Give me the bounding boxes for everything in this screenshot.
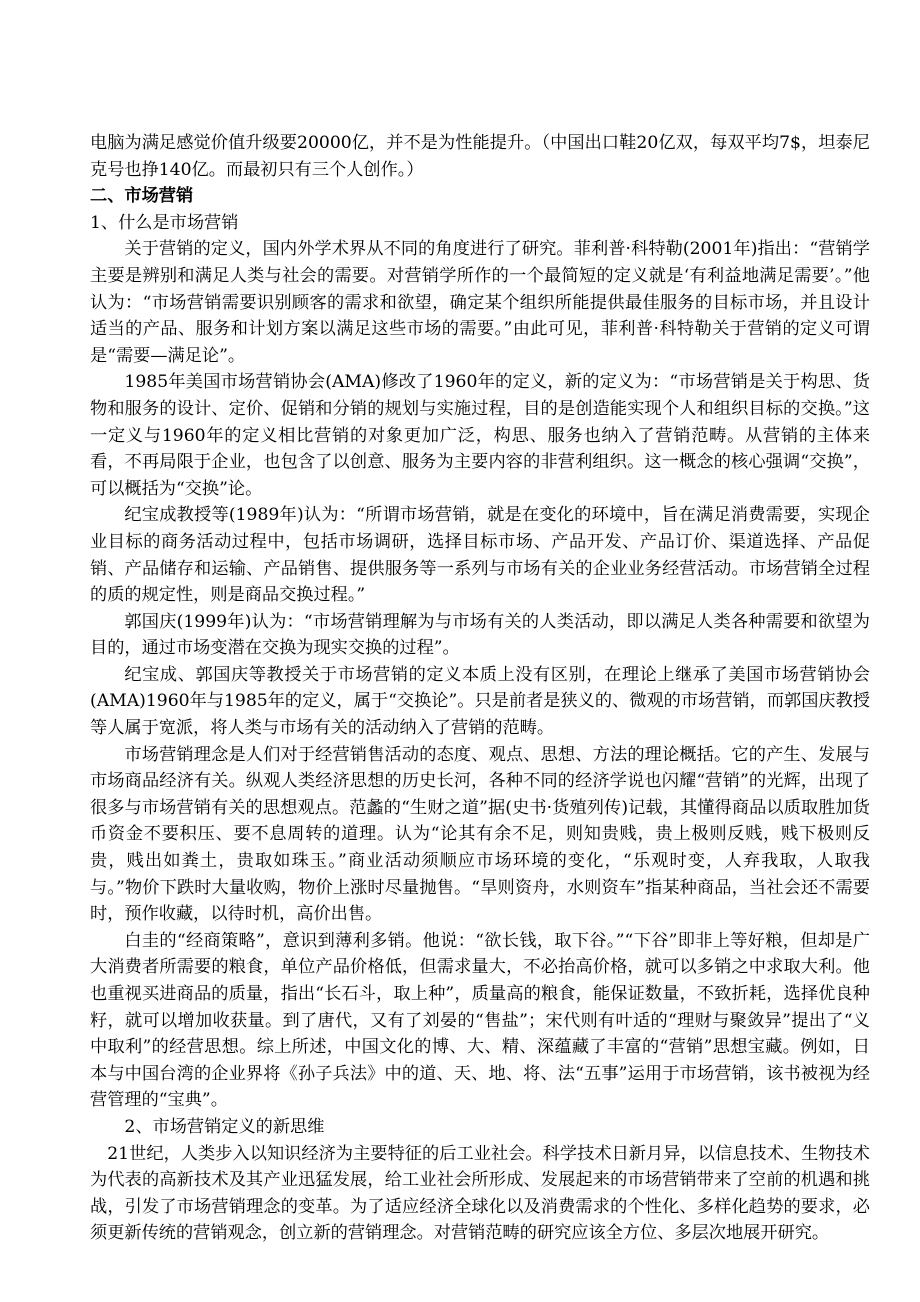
paragraph: 关于营销的定义，国内外学术界从不同的角度进行了研究。菲利普·科特勒(2001年)指出：“营销学主要是辨别和满足人类与社会的需要。对营销学所作的一个最简短的定义就是‘有利益地满足需要’。”他认为：“市场营销需要识别顾客的需求和欲望，确定某个组织所能提供最佳服务的目标市场，并且设计适当的产品、服务和计划方案以满足这些市场的需要。”由此可见，菲利普·科特勒关于营销的定义可谓是“需要—满足论”。 (90, 239, 870, 366)
final-paragraph: 21世纪，人类步入以知识经济为主要特征的后工业社会。科学技术日新月异，以信息技术、生物技术为代表的高新技术及其产业迅猛发展，给工业社会所形成、发展起来的市场营销带来了空前的机遇和挑战，引发了市场营销理念的变革。为了适应经济全球化以及消费需求的个性化、多样化趋势的要求，必须更新传统的营销观念，创立新的营销理念。对营销范畴的研究应该全方位、多层次地展开研究。 (90, 1143, 870, 1244)
document-page (90, 130, 870, 1247)
section-heading: 二、市场营销 (90, 186, 194, 207)
intro-paragraph: 电脑为满足感觉价值升级要20000亿，并不是为性能提升。（中国出口鞋20亿双，每双平均7$，坦泰尼克号也挣140亿。而最初只有三个人创作。） (90, 133, 870, 180)
paragraph: 1985年美国市场营销协会(AMA)修改了1960年的定义，新的定义为：“市场营销是关于构思、货物和服务的设计、定价、促销和分销的规划与实施过程，目的是创造能实现个人和组织目标的交换。”这一定义与1960年的定义相比营销的对象更加广泛，构思、服务也纳入了营销范畴。从营销的主体来看，不再局限于企业，也包含了以创意、服务为主要内容的非营利组织。这一概念的核心强调“交换”，可以概括为“交换”论。 (90, 372, 870, 499)
subheading-new-thinking: 2、市场营销定义的新思维 (124, 1116, 325, 1137)
paragraph: 市场营销理念是人们对于经营销售活动的态度、观点、思想、方法的理论概括。它的产生、发展与市场商品经济有关。纵观人类经济思想的历史长河，各种不同的经济学说也闪耀“营销”的光辉，出现了很多与市场营销有关的思想观点。范蠡的“生财之道”据(史书·货殖列传)记载，其懂得商品以质取胜加货币资金不要积压、要不息周转的道理。认为“论其有余不足，则知贵贱，贵上极则反贱，贱下极则反贵，贱出如粪土，贵取如珠玉。”商业活动须顺应市场环境的变化，“乐观时变，人弃我取，人取我与。”物价下跌时大量收购，物价上涨时尽量抛售。“旱则资舟，水则资车”指某种商品，当社会还不需要时，预作收藏，以待时机，高价出售。 (90, 744, 870, 925)
paragraph: 郭国庆(1999年)认为：“市场营销理解为与市场有关的人类活动，即以满足人类各种需要和欲望为目的，通过市场变潜在交换为现实交换的过程”。 (90, 611, 870, 659)
paragraph: 纪宝成、郭国庆等教授关于市场营销的定义本质上没有区别，在理论上继承了美国市场营销协会(AMA)1960年与1985年的定义，属于“交换论”。只是前者是狭义的、微观的市场营销，而郭国庆教授等人属于宽派，将人类与市场有关的活动纳入了营销的范畴。 (90, 664, 870, 739)
subheading-what-is-marketing: 1、什么是市场营销 (90, 212, 239, 233)
paragraph: 白圭的“经商策略”，意识到薄利多销。他说：“欲长钱，取下谷。”“下谷”即非上等好粮，但却是广大消费者所需要的粮食，单位产品价格低，但需求量大，不必抬高价格，就可以多销之中求取大利。他也重视买进商品的质量，指出“长石斗，取上种”，质量高的粮食，能保证数量，不致折耗，选择优良种籽，就可以增加收获量。到了唐代，又有了刘晏的“售盐”；宋代则有叶适的“理财与聚敛异”提出了“义中取利”的经营思想。综上所述，中国文化的博、大、精、深蕴藏了丰富的“营销”思想宝藏。例如，日本与中国台湾的企业界将《孙子兵法》中的道、天、地、将、法“五事”运用于市场营销，该书被视为经营管理的“宝典”。 (90, 930, 870, 1111)
paragraph: 纪宝成教授等(1989年)认为：“所谓市场营销，就是在变化的环境中，旨在满足消费需要，实现企业目标的商务活动过程中，包括市场调研，选择目标市场、产品开发、产品订价、渠道选择、产品促销、产品储存和运输、产品销售、提供服务等一系列与市场有关的企业业务经营活动。市场营销全过程的质的规定性，则是商品交换过程。” (90, 505, 870, 606)
